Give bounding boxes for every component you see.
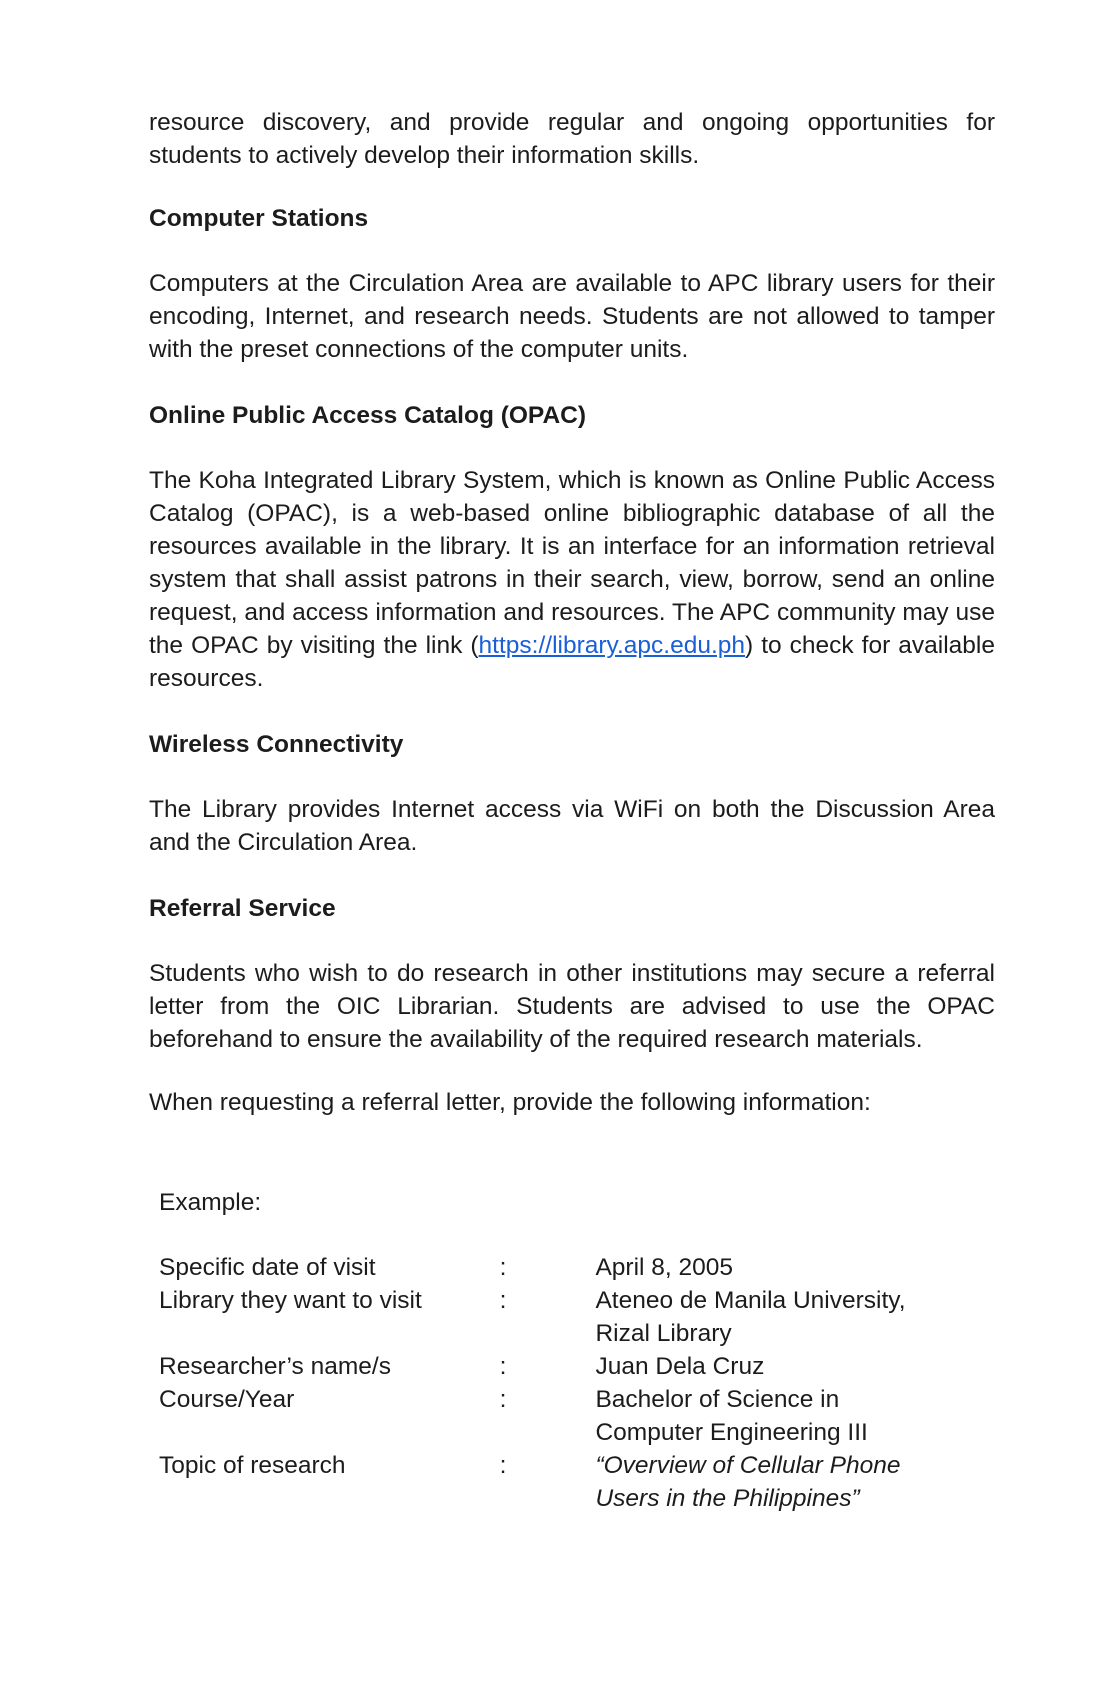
field-label: Specific date of visit <box>159 1254 376 1281</box>
field-value-line: Ateneo de Manila University, <box>595 1287 906 1314</box>
example-row <box>159 1350 995 1383</box>
section-wireless <box>149 728 995 859</box>
section-heading: Wireless Connectivity <box>149 731 404 758</box>
field-value-line: Users in the Philippines” <box>595 1485 860 1512</box>
field-value-line: Juan Dela Cruz <box>595 1353 765 1380</box>
field-label: Researcher’s name/s <box>159 1353 391 1380</box>
field-label: Library they want to visit <box>159 1287 422 1314</box>
field-value-line: Computer Engineering III <box>595 1419 868 1446</box>
field-value <box>595 1251 995 1284</box>
field-value <box>595 1449 995 1515</box>
opac-text-after-link: ) to check for available resources. <box>149 632 996 692</box>
example-row <box>159 1251 995 1284</box>
example-block <box>159 1186 995 1515</box>
field-separator: : <box>499 1254 507 1281</box>
section-body: The Library provides Internet access via WiFi on both the Discussion Area and the Circulation Area. <box>149 796 995 856</box>
section-heading: Referral Service <box>149 895 336 922</box>
field-value <box>595 1284 995 1350</box>
example-row <box>159 1449 995 1515</box>
section-body <box>149 464 995 695</box>
example-row <box>159 1383 995 1449</box>
field-value-line: Bachelor of Science in <box>595 1386 840 1413</box>
field-separator: : <box>499 1353 507 1380</box>
field-value-line: Rizal Library <box>595 1320 732 1347</box>
section-body: Students who wish to do research in other institutions may secure a referral letter from the OIC Librarian. Students are advised to use the OPAC beforehand to ensure the availability of the required research materials. <box>149 960 995 1053</box>
intro-paragraph: resource discovery, and provide regular and ongoing opportunities for students to actively develop their information skills. <box>149 109 995 169</box>
section-heading: Computer Stations <box>149 205 369 232</box>
field-label: Course/Year <box>159 1386 295 1413</box>
field-separator: : <box>499 1386 507 1413</box>
opac-link[interactable]: https://library.apc.edu.ph <box>478 632 746 659</box>
field-value-line: “Overview of Cellular Phone <box>595 1452 901 1479</box>
section-opac <box>149 399 995 695</box>
example-row <box>159 1284 995 1350</box>
example-table <box>159 1251 995 1515</box>
field-label: Topic of research <box>159 1452 346 1479</box>
field-value <box>595 1383 995 1449</box>
section-body: Computers at the Circulation Area are available to APC library users for their encoding, Internet, and research needs. Students are not allowed to tamper with the preset connections of the computer units. <box>149 270 995 363</box>
section-referral <box>149 892 995 1056</box>
field-separator: : <box>499 1287 507 1314</box>
example-label: Example: <box>159 1189 262 1216</box>
document-page <box>149 106 995 1515</box>
section-heading: Online Public Access Catalog (OPAC) <box>149 402 587 429</box>
opac-text-before-link: The Koha Integrated Library System, which is known as Online Public Access Catalog (OPAC), is a web-based online bibliographic database of all the resources available in the library. It is an interface for an information retrieval system that shall assist patrons in their search, view, borrow, send an online request, and access information and resources. The APC community may use the OPAC by visiting the link ( <box>149 467 995 659</box>
field-value <box>595 1350 995 1383</box>
field-value-line: April 8, 2005 <box>595 1254 734 1281</box>
request-note: When requesting a referral letter, provide the following information: <box>149 1089 871 1116</box>
section-computer-stations <box>149 202 995 366</box>
field-separator: : <box>499 1452 507 1479</box>
